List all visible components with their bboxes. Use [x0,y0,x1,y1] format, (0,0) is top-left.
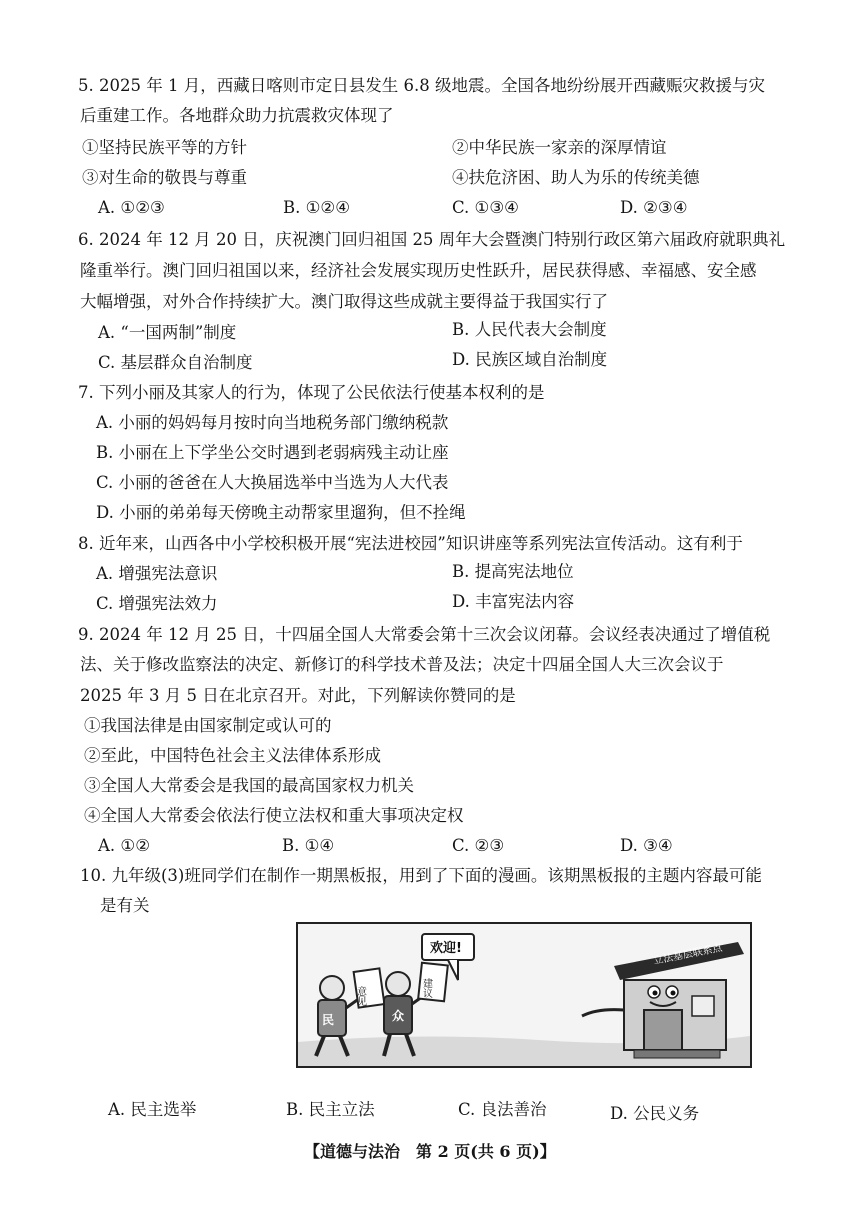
cartoon-illustration [296,922,752,1068]
question-10-option-d: D. 公民义务 [610,1104,700,1123]
question-9-line-3: 2025 年 3 月 5 日在北京召开。对此，下列解读你赞同的是 [80,686,516,705]
question-10-option-a: A. 民主选举 [108,1100,197,1119]
question-5-line-1: 5. 2025 年 1 月，西藏日喀则市定日县发生 6.8 级地震。全国各地纷纷展开西藏赈灾救援与灾 [78,76,765,95]
question-9-option-a: A. ①② [98,836,150,855]
building-window [692,996,714,1016]
question-6-line-3: 大幅增强，对外合作持续扩大。澳门取得这些成就主要得益于我国实行了 [80,292,608,311]
cartoon-paper-text-2: 建议 [420,978,432,998]
cartoon-drawing [298,924,750,1066]
question-7-option-c: C. 小丽的爸爸在人大换届选举中当选为人大代表 [96,473,449,492]
question-7-option-b: B. 小丽在上下学坐公交时遇到老弱病残主动让座 [96,443,449,462]
question-7-option-a: A. 小丽的妈妈每月按时向当地税务部门缴纳税款 [96,413,449,432]
cartoon-paper-text-1: 意见 [354,986,366,1006]
question-9-option-c: C. ②③ [452,836,505,855]
question-6-line-1: 6. 2024 年 12 月 20 日，庆祝澳门回归祖国 25 周年大会暨澳门特别行政区第六届政府就职典礼 [78,230,786,249]
question-9-option-b: B. ①④ [282,836,335,855]
question-10-line-1: 10. 九年级(3)班同学们在制作一期黑板报，用到了下面的漫画。该期黑板报的主题内容最可能 [80,866,762,885]
question-5-statement-3: ③对生命的敬畏与尊重 [82,168,247,187]
question-9-line-2: 法、关于修改监察法的决定、新修订的科学技术普及法；决定十四届全国人大三次会议于 [80,655,724,674]
question-9-option-d: D. ③④ [620,836,673,855]
question-7-line-1: 7. 下列小丽及其家人的行为，体现了公民依法行使基本权利的是 [78,383,545,402]
cartoon-bubble-text: 欢迎! [430,941,462,956]
question-6-option-b: B. 人民代表大会制度 [452,320,607,339]
question-6-option-d: D. 民族区域自治制度 [452,350,608,369]
question-8-option-c: C. 增强宪法效力 [96,594,218,613]
question-8-line-1: 8. 近年来，山西各中小学校积极开展“宪法进校园”知识讲座等系列宪法宣传活动。这有利于 [78,534,743,553]
building-steps [634,1050,720,1058]
question-9-statement-4: ④全国人大常委会依法行使立法权和重大事项决定权 [84,806,464,825]
building-door [644,1010,682,1050]
question-8-option-d: D. 丰富宪法内容 [452,592,575,611]
question-5-statement-2: ②中华民族一家亲的深厚情谊 [452,138,667,157]
cartoon-shirt-text-1: 民 [322,1013,335,1027]
question-5-option-a: A. ①②③ [98,198,165,217]
question-6-option-a: A. “一国两制”制度 [98,323,237,342]
question-6-line-2: 隆重举行。澳门回归祖国以来，经济社会发展实现历史性跃升，居民获得感、幸福感、安全感 [80,261,757,280]
question-8-option-a: A. 增强宪法意识 [96,564,218,583]
question-5-line-2: 后重建工作。各地群众助力抗震救灾体现了 [80,106,394,125]
question-5-option-d: D. ②③④ [620,198,688,217]
building-arm [582,1010,624,1016]
question-9-statement-3: ③全国人大常委会是我国的最高国家权力机关 [84,776,414,795]
question-10-option-b: B. 民主立法 [286,1100,375,1119]
question-10-line-2: 是有关 [100,896,150,915]
question-5-statement-4: ④扶危济困、助人为乐的传统美德 [452,168,700,187]
question-5-option-b: B. ①②④ [283,198,350,217]
cartoon-shirt-text-2: 众 [392,1009,405,1023]
question-5-statement-1: ①坚持民族平等的方针 [82,138,247,157]
page-footer: 【道德与法治 第 2 页(共 6 页)】 [304,1142,556,1161]
question-8-option-b: B. 提高宪法地位 [452,562,574,581]
question-6-option-c: C. 基层群众自治制度 [98,353,253,372]
question-9-statement-2: ②至此，中国特色社会主义法律体系形成 [84,746,381,765]
question-9-line-1: 9. 2024 年 12 月 25 日，十四届全国人大常委会第十三次会议闭幕。会议经表决通过了增值税 [78,625,771,644]
question-5-option-c: C. ①③④ [452,198,519,217]
cartoon-sign-text: 立法基层联系点 [652,942,724,967]
question-10-option-c: C. 良法善治 [458,1100,547,1119]
question-7-option-d: D. 小丽的弟弟每天傍晚主动帮家里遛狗，但不拴绳 [96,503,466,522]
question-9-statement-1: ①我国法律是由国家制定或认可的 [84,716,332,735]
